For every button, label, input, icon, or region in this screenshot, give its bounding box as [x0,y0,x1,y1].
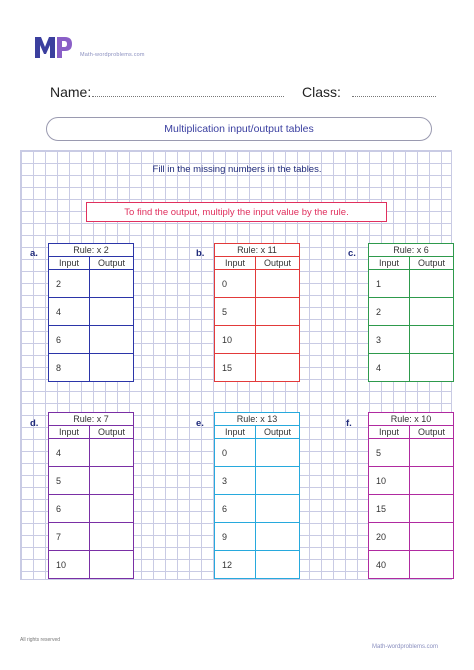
input-cell: 9 [215,523,256,551]
class-label: Class: [302,84,341,100]
site-name-top: Math-wordproblems.com [80,52,145,58]
output-cell[interactable] [256,326,300,354]
output-cell[interactable] [256,298,300,326]
input-cell: 4 [49,439,90,467]
table-b [214,243,300,382]
output-cell[interactable] [256,270,300,298]
input-cell: 2 [49,270,90,298]
input-cell: 3 [369,326,410,354]
input-cell: 12 [215,551,256,579]
input-cell: 15 [369,495,410,523]
input-cell: 10 [369,467,410,495]
input-header: Input [215,257,256,270]
table-rule: Rule: x 6 [369,244,454,257]
output-cell[interactable] [90,354,134,382]
table-e [214,412,300,579]
output-cell[interactable] [410,270,454,298]
output-cell[interactable] [256,495,300,523]
worksheet-title-text: Multiplication input/output tables [164,123,314,135]
output-cell[interactable] [256,439,300,467]
output-cell[interactable] [410,467,454,495]
input-cell: 40 [369,551,410,579]
output-cell[interactable] [256,551,300,579]
input-header: Input [369,426,410,439]
output-cell[interactable] [90,326,134,354]
output-cell[interactable] [256,354,300,382]
input-cell: 6 [49,495,90,523]
class-field[interactable] [352,96,436,97]
input-header: Input [49,257,90,270]
site-name-footer: Math-wordproblems.com [372,644,439,650]
output-cell[interactable] [256,467,300,495]
table-e-letter: e. [196,418,204,429]
input-header: Input [215,426,256,439]
table-a-letter: a. [30,248,38,259]
input-cell: 1 [369,270,410,298]
table-b-letter: b. [196,248,205,259]
table-c [368,243,454,382]
input-cell: 7 [49,523,90,551]
output-header: Output [410,426,454,439]
output-cell[interactable] [410,298,454,326]
mwp-logo-icon [33,34,73,60]
output-cell[interactable] [90,298,134,326]
output-cell[interactable] [90,467,134,495]
output-cell[interactable] [410,523,454,551]
output-cell[interactable] [90,495,134,523]
output-header: Output [90,426,134,439]
table-rule: Rule: x 7 [49,413,134,426]
input-cell: 3 [215,467,256,495]
output-cell[interactable] [410,495,454,523]
output-cell[interactable] [256,523,300,551]
output-cell[interactable] [90,439,134,467]
output-header: Output [410,257,454,270]
table-rule: Rule: x 11 [215,244,300,257]
input-cell: 5 [215,298,256,326]
table-rule: Rule: x 13 [215,413,300,426]
rule-hint-text: To find the output, multiply the input value by the rule. [124,206,349,218]
input-cell: 20 [369,523,410,551]
input-cell: 5 [369,439,410,467]
output-header: Output [90,257,134,270]
table-d-letter: d. [30,418,39,429]
rights-text: All rights reserved [20,637,61,643]
output-cell[interactable] [90,523,134,551]
input-cell: 6 [215,495,256,523]
table-d [48,412,134,579]
input-cell: 6 [49,326,90,354]
output-cell[interactable] [90,551,134,579]
input-cell: 0 [215,439,256,467]
output-cell[interactable] [410,354,454,382]
input-cell: 10 [49,551,90,579]
input-cell: 0 [215,270,256,298]
table-rule: Rule: x 2 [49,244,134,257]
input-cell: 10 [215,326,256,354]
output-cell[interactable] [410,326,454,354]
table-rule: Rule: x 10 [369,413,454,426]
table-c-letter: c. [348,248,356,259]
input-cell: 5 [49,467,90,495]
input-cell: 4 [49,298,90,326]
name-label: Name: [50,84,92,100]
output-cell[interactable] [410,551,454,579]
input-cell: 4 [369,354,410,382]
input-cell: 2 [369,298,410,326]
output-cell[interactable] [410,439,454,467]
table-a [48,243,134,382]
input-header: Input [49,426,90,439]
rule-hint-box [86,202,387,222]
table-f [368,412,454,579]
instruction-text: Fill in the missing numbers in the tables. [152,164,322,175]
output-header: Output [256,257,300,270]
table-f-letter: f. [346,418,352,429]
output-header: Output [256,426,300,439]
input-header: Input [369,257,410,270]
worksheet-title [46,117,432,141]
output-cell[interactable] [90,270,134,298]
name-field[interactable] [92,96,284,97]
input-cell: 15 [215,354,256,382]
input-cell: 8 [49,354,90,382]
